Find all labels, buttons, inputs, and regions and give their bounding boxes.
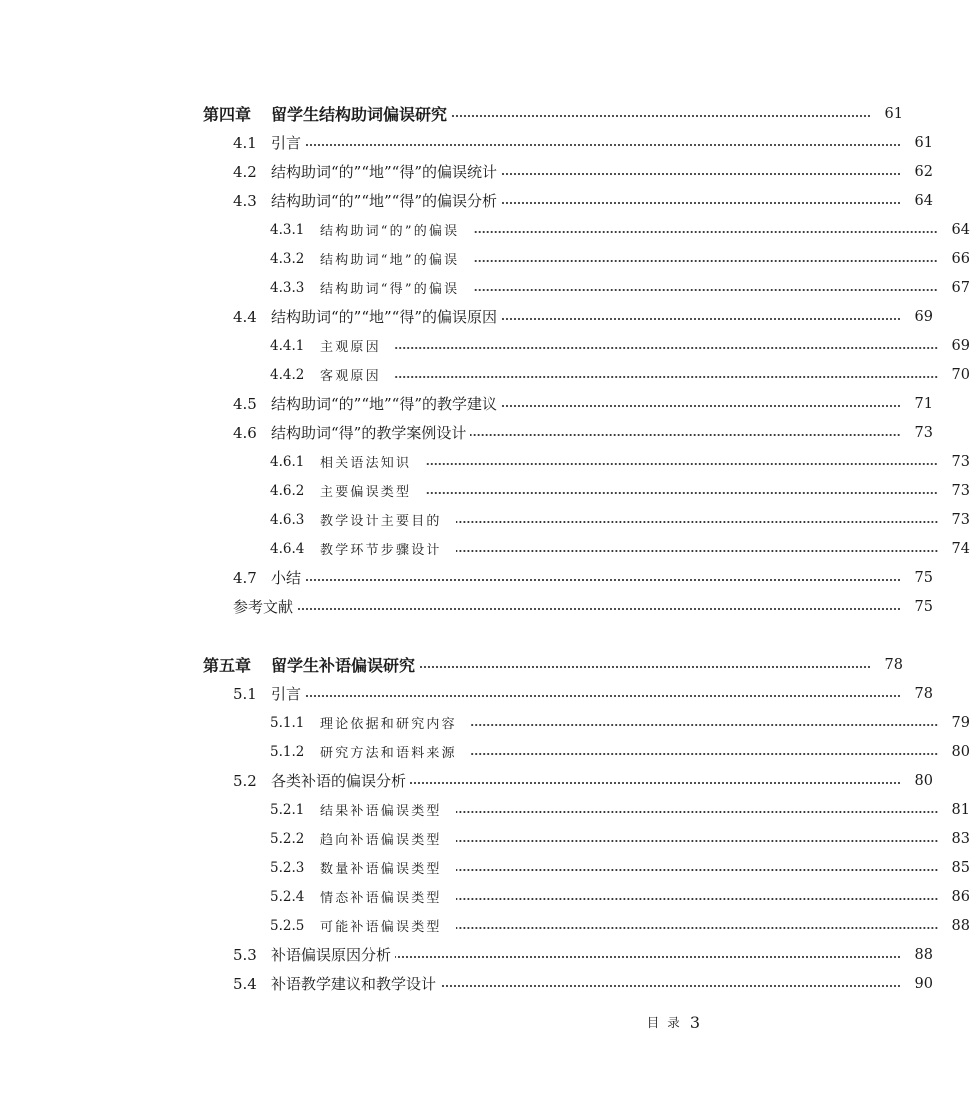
toc-dot-leader [395, 950, 901, 964]
toc-entry-page: 78 [884, 656, 903, 673]
toc-subsection-entry[interactable] [0, 273, 970, 302]
toc-entry-number: 5.1.1 [270, 714, 305, 731]
toc-chapter-entry[interactable] [0, 650, 903, 679]
toc-entry-title: 结构助词“的”的偏误 [320, 224, 460, 239]
toc-dot-leader [440, 979, 901, 993]
toc-entry-title: 数量补语偏误类型 [320, 862, 442, 877]
toc-entry-number: 4.6.4 [270, 540, 305, 557]
toc-dot-leader [473, 283, 938, 297]
toc-entry-page: 75 [914, 569, 933, 586]
toc-dot-leader [456, 921, 938, 935]
toc-entry-number: 5.2 [233, 771, 257, 790]
toc-dot-leader [470, 428, 901, 442]
toc-entry-title: 补语偏误原因分析 [271, 946, 392, 964]
toc-section-entry[interactable] [0, 302, 933, 331]
toc-entry-page: 79 [951, 714, 970, 731]
toc-dot-leader [395, 341, 938, 355]
toc-dot-leader [305, 689, 901, 703]
toc-section-entry[interactable] [0, 592, 933, 621]
toc-subsection-entry[interactable] [0, 215, 970, 244]
toc-entry-number: 5.2.2 [270, 830, 305, 847]
toc-entry-number: 5.1 [233, 684, 257, 703]
toc-entry-title: 结构助词“得”的偏误 [320, 282, 460, 297]
toc-section-entry[interactable] [0, 157, 933, 186]
toc-entry-page: 73 [951, 453, 970, 470]
toc-dot-leader [471, 718, 938, 732]
toc-chapter-entry[interactable] [0, 99, 903, 128]
toc-entry-title: 留学生结构助词偏误研究 [271, 105, 448, 124]
toc-entry-number: 5.2.5 [270, 917, 305, 934]
toc-entry-page: 66 [951, 250, 970, 267]
toc-entry-page: 74 [951, 540, 970, 557]
toc-dot-leader [471, 747, 938, 761]
toc-entry-number: 4.7 [233, 568, 257, 587]
toc-entry-title: 结果补语偏误类型 [320, 804, 442, 819]
toc-dot-leader [410, 776, 901, 790]
toc-section-entry[interactable] [0, 563, 933, 592]
toc-entry-title: 研究方法和语料来源 [320, 746, 457, 761]
toc-subsection-entry[interactable] [0, 708, 970, 737]
toc-entry-number: 4.1 [233, 133, 257, 152]
toc-entry-page: 69 [951, 337, 970, 354]
toc-dot-leader [451, 109, 871, 123]
toc-entry-title: 教学环节步骤设计 [320, 543, 442, 558]
toc-entry-page: 71 [914, 395, 933, 412]
toc-entry-number: 5.2.3 [270, 859, 305, 876]
toc-subsection-entry[interactable] [0, 795, 970, 824]
toc-dot-leader [473, 254, 938, 268]
toc-dot-leader [297, 602, 901, 616]
toc-entry-page: 64 [951, 221, 970, 238]
toc-entry-page: 78 [914, 685, 933, 702]
toc-subsection-entry[interactable] [0, 882, 970, 911]
toc-section-entry[interactable] [0, 940, 933, 969]
toc-entry-number: 4.3.2 [270, 250, 305, 267]
toc-subsection-entry[interactable] [0, 244, 970, 273]
toc-entry-page: 80 [914, 772, 933, 789]
toc-section-entry[interactable] [0, 969, 933, 998]
toc-section-entry[interactable] [0, 679, 933, 708]
toc-entry-title: 客观原因 [320, 369, 381, 384]
toc-dot-leader [501, 399, 901, 413]
toc-dot-leader [456, 834, 938, 848]
toc-entry-page: 83 [951, 830, 970, 847]
toc-entry-page: 64 [914, 192, 933, 209]
toc-dot-leader [456, 863, 938, 877]
toc-dot-leader [501, 312, 901, 326]
toc-entry-page: 73 [914, 424, 933, 441]
toc-entry-title: 小结 [271, 569, 302, 587]
footer-label: 目录 [646, 1015, 688, 1030]
toc-entry-page: 88 [951, 917, 970, 934]
toc-section-entry[interactable] [0, 128, 933, 157]
toc-entry-page: 67 [951, 279, 970, 296]
toc-dot-leader [425, 457, 938, 471]
toc-entry-number: 5.2.4 [270, 888, 305, 905]
toc-entry-title: 引言 [271, 134, 302, 152]
toc-entry-title: 主观原因 [320, 340, 381, 355]
toc-dot-leader [425, 486, 938, 500]
toc-entry-number: 5.2.1 [270, 801, 305, 818]
toc-entry-number: 4.3 [233, 191, 257, 210]
toc-entry-page: 70 [951, 366, 970, 383]
toc-dot-leader [456, 515, 938, 529]
toc-subsection-entry[interactable] [0, 534, 970, 563]
toc-entry-number: 4.5 [233, 394, 257, 413]
toc-entry-title: 结构助词“地”的偏误 [320, 253, 460, 268]
toc-entry-number: 4.6 [233, 423, 257, 442]
toc-entry-page: 73 [951, 482, 970, 499]
toc-entry-title: 参考文献 [233, 598, 294, 616]
toc-entry-page: 86 [951, 888, 970, 905]
toc-entry-title: 结构助词“的”“地”“得”的偏误统计 [271, 163, 498, 181]
toc-entry-page: 69 [914, 308, 933, 325]
toc-subsection-entry[interactable] [0, 331, 970, 360]
toc-entry-number: 5.3 [233, 945, 257, 964]
toc-entry-title: 结构助词“的”“地”“得”的教学建议 [271, 395, 498, 413]
toc-entry-title: 各类补语的偏误分析 [271, 772, 407, 790]
toc-subsection-entry[interactable] [0, 824, 970, 853]
toc-entry-title: 引言 [271, 685, 302, 703]
toc-subsection-entry[interactable] [0, 447, 970, 476]
toc-entry-number: 4.6.1 [270, 453, 305, 470]
toc-entry-number: 5.1.2 [270, 743, 305, 760]
toc-subsection-entry[interactable] [0, 911, 970, 940]
toc-entry-title: 情态补语偏误类型 [320, 891, 442, 906]
toc-entry-page: 90 [914, 975, 933, 992]
toc-section-entry[interactable] [0, 418, 933, 447]
toc-entry-title: 结构助词“的”“地”“得”的偏误原因 [271, 308, 498, 326]
toc-entry-title: 结构助词“得”的教学案例设计 [271, 424, 467, 442]
toc-dot-leader [395, 370, 938, 384]
toc-dot-leader [419, 660, 871, 674]
toc-entry-number: 第四章 [203, 105, 252, 124]
toc-entry-title: 趋向补语偏误类型 [320, 833, 442, 848]
toc-entry-page: 81 [951, 801, 970, 818]
toc-dot-leader [456, 892, 938, 906]
toc-entry-number: 5.4 [233, 974, 257, 993]
toc-entry-title: 主要偏误类型 [320, 485, 412, 500]
toc-section-entry[interactable] [0, 766, 933, 795]
toc-dot-leader [501, 167, 901, 181]
toc-subsection-entry[interactable] [0, 360, 970, 389]
toc-dot-leader [456, 544, 938, 558]
toc-entry-page: 73 [951, 511, 970, 528]
toc-entry-number: 第五章 [203, 656, 252, 675]
toc-dot-leader [305, 573, 901, 587]
toc-entry-number: 4.3.3 [270, 279, 305, 296]
toc-entry-page: 88 [914, 946, 933, 963]
toc-dot-leader [473, 225, 938, 239]
page-footer [600, 1010, 700, 1034]
toc-entry-title: 教学设计主要目的 [320, 514, 442, 529]
footer-page-number: 3 [689, 1012, 700, 1032]
toc-subsection-entry[interactable] [0, 476, 970, 505]
toc-subsection-entry[interactable] [0, 505, 970, 534]
toc-subsection-entry[interactable] [0, 853, 970, 882]
toc-entry-title: 理论依据和研究内容 [320, 717, 457, 732]
toc-entry-number: 4.4.2 [270, 366, 305, 383]
toc-entry-page: 61 [884, 105, 903, 122]
toc-dot-leader [501, 196, 901, 210]
toc-entry-number: 4.6.3 [270, 511, 305, 528]
toc-entry-title: 补语教学建议和教学设计 [271, 975, 437, 993]
toc-entry-page: 75 [914, 598, 933, 615]
toc-dot-leader [305, 138, 901, 152]
toc-entry-number: 4.4.1 [270, 337, 305, 354]
toc-entry-page: 80 [951, 743, 970, 760]
toc-section-entry[interactable] [0, 389, 933, 418]
toc-entry-page: 61 [914, 134, 933, 151]
toc-subsection-entry[interactable] [0, 737, 970, 766]
toc-entry-number: 4.2 [233, 162, 257, 181]
toc-entry-title: 可能补语偏误类型 [320, 920, 442, 935]
toc-entry-title: 结构助词“的”“地”“得”的偏误分析 [271, 192, 498, 210]
toc-entry-page: 62 [914, 163, 933, 180]
toc-entry-title: 留学生补语偏误研究 [271, 656, 416, 675]
toc-entry-page: 85 [951, 859, 970, 876]
toc-entry-title: 相关语法知识 [320, 456, 412, 471]
toc-entry-number: 4.4 [233, 307, 257, 326]
toc-dot-leader [456, 805, 938, 819]
toc-section-entry[interactable] [0, 186, 933, 215]
toc-entry-number: 4.3.1 [270, 221, 305, 238]
toc-entry-number: 4.6.2 [270, 482, 305, 499]
